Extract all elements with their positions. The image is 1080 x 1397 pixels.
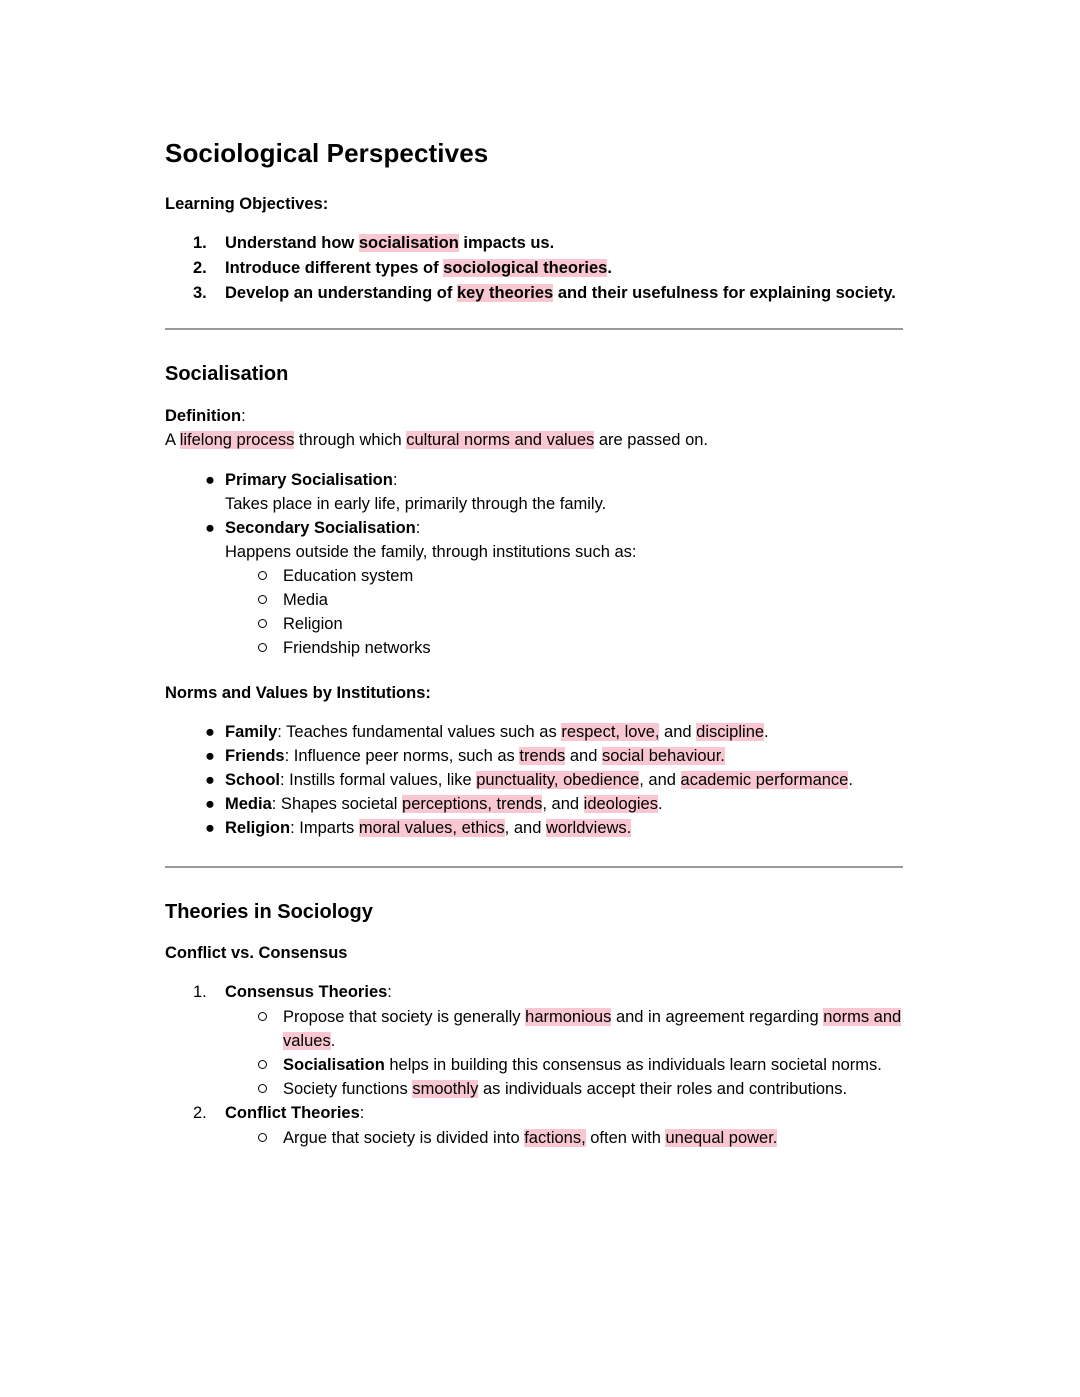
list-number: 2. [193,259,207,277]
term-colon: : [392,471,398,489]
socialisation-type-term [225,519,420,537]
norms-values-colon: : [425,684,431,702]
norms-values-heading [165,682,913,704]
bullet-circle-icon [258,595,267,604]
institution-description [280,771,853,789]
highlighted-text: key theories [456,284,554,302]
bullet-disc-icon: ● [205,723,215,741]
text-run: as individuals accept their roles and contributions. [478,1080,848,1098]
list-item [165,816,913,840]
highlighted-text: social behaviour. [601,747,725,765]
text-run: A [165,431,180,449]
highlighted-text: harmonious [525,1008,612,1026]
spacer [165,964,913,980]
socialisation-type-term [225,471,397,489]
list-item [225,1053,913,1077]
text-run: . [657,795,663,813]
section-heading-theories: Theories in Sociology [165,901,373,923]
list-item-text [283,1008,901,1050]
spacer [165,330,913,360]
text-run: , and [542,795,584,813]
list-item-text: Education system [283,567,414,585]
list-item [165,256,913,281]
text-run: : Teaches fundamental values such as [277,723,562,741]
text-run: Argue that society is divided into [283,1129,525,1147]
socialisation-type-description: Takes place in early life, primarily through the family. [225,495,607,513]
list-item [165,768,913,792]
list-item [165,281,913,306]
list-item [165,720,913,744]
spacer [165,660,913,682]
learning-objectives-label: Learning Objectives: [165,195,329,213]
bullet-circle-icon [258,571,267,580]
highlighted-text: punctuality, obedience [476,771,640,789]
theories-list [165,980,913,1150]
text-run: impacts us. [458,234,555,252]
bullet-disc-icon: ● [205,819,215,837]
list-number: 1. [193,983,207,1001]
list-item [165,516,913,660]
institution-name: Media [225,795,272,813]
text-run: through which [294,431,407,449]
text-run: . [848,771,853,789]
highlighted-text: academic performance [680,771,849,789]
list-item [165,980,913,1101]
highlighted-text: factions, [524,1129,586,1147]
institution-name: Religion [225,819,291,837]
list-item [225,1077,913,1101]
bullet-disc-icon: ● [205,747,215,765]
highlighted-text: socialisation [358,234,459,252]
list-item-text [283,1056,882,1074]
bullet-circle-icon [258,643,267,652]
list-item-text: Religion [283,615,343,633]
socialisation-types-list [165,468,913,660]
list-item-text [225,284,896,302]
institution-description [290,819,631,837]
institution-name: Family [225,723,278,741]
text-run: : Influence peer norms, such as [284,747,520,765]
page-title: Sociological Perspectives [165,138,489,168]
spacer [165,868,913,898]
text-run: Society functions [283,1080,413,1098]
list-item [165,468,913,516]
term-label: Primary Socialisation [225,471,393,489]
institution-description [285,747,725,765]
text-run: : Imparts [290,819,359,837]
list-number: 2. [193,1104,207,1122]
term-label: Secondary Socialisation [225,519,416,537]
highlighted-text: moral values, ethics [358,819,505,837]
spacer [165,926,913,942]
bullet-circle-icon [258,1012,267,1021]
list-item-text [283,1080,847,1098]
highlighted-text: sociological theories [443,259,608,277]
theory-name: Consensus Theories [225,983,388,1001]
bullet-disc-icon: ● [205,771,215,789]
institution-name: School [225,771,281,789]
text-run: : Shapes societal [271,795,403,813]
list-item [225,1005,913,1053]
list-item-text: Friendship networks [283,639,431,657]
text-run: and [565,747,602,765]
list-item-text [225,259,612,277]
text-run: helps in building this consensus as individuals learn societal norms. [384,1056,882,1074]
term-colon: : [415,519,421,537]
norms-values-heading-text: Norms and Values by Institutions [165,684,426,702]
text-run: Develop an understanding of [225,284,457,302]
highlighted-text: unequal power. [665,1129,778,1147]
theory-points-list [225,1005,913,1101]
theory-points-list [225,1126,913,1150]
definition-label: Definition [165,407,242,425]
institution-sublist [225,564,913,660]
text-run: , and [639,771,681,789]
spacer [165,306,913,328]
bullet-circle-icon [258,619,267,628]
text-run: : Instills formal values, like [280,771,477,789]
theories-subheading: Conflict vs. Consensus [165,944,348,962]
text-run: Propose that society is generally [283,1008,526,1026]
socialisation-type-description: Happens outside the family, through institutions such as: [225,543,637,561]
definition-text [165,428,913,452]
theory-name: Conflict Theories [225,1104,360,1122]
list-item [225,612,913,636]
highlighted-text: perceptions, trends [402,795,543,813]
text-run: Understand how [225,234,359,252]
theory-colon: : [387,983,392,1001]
highlighted-text: lifelong process [179,431,295,449]
spacer [165,452,913,468]
spacer [165,840,913,866]
institution-description [277,723,768,741]
list-item-text: Media [283,591,328,609]
highlighted-text: worldviews. [545,819,632,837]
text-run: , and [504,819,546,837]
bullet-disc-icon: ● [205,795,215,813]
institution-description [272,795,663,813]
section-heading-socialisation: Socialisation [165,363,289,385]
text-run: Introduce different types of [225,259,444,277]
theory-colon: : [359,1104,365,1122]
text-run: are passed on. [594,431,709,449]
list-item [165,231,913,256]
highlighted-text: ideologies [583,795,658,813]
text-run: . [607,259,612,277]
definition-label-line [165,404,913,428]
spacer [165,704,913,720]
text-run: and in agreement regarding [611,1008,824,1026]
text-run: Socialisation [283,1056,385,1074]
institution-name: Friends [225,747,285,765]
list-item [225,588,913,612]
bullet-disc-icon: ● [205,471,215,489]
text-run: and [659,723,697,741]
text-run: often with [585,1129,666,1147]
bullet-circle-icon [258,1060,267,1069]
list-item [165,744,913,768]
spacer [165,388,913,404]
institutions-list [165,720,913,840]
learning-objectives-list [165,231,913,306]
list-item [165,1101,913,1150]
definition-colon: : [241,407,246,425]
list-item-text [283,1129,777,1147]
text-run: . [330,1032,336,1050]
list-item [225,636,913,660]
highlighted-text: discipline [696,723,765,741]
bullet-circle-icon [258,1133,267,1142]
list-item [225,1126,913,1150]
spacer [165,215,913,231]
bullet-disc-icon: ● [205,519,215,537]
highlighted-text: norms and values [283,1008,902,1050]
text-run: and their usefulness for explaining society. [553,284,896,302]
highlighted-text: respect, love, [561,723,660,741]
list-item [165,792,913,816]
text-run: . [764,723,769,741]
highlighted-text: cultural norms and values [406,431,595,449]
document-content [165,136,913,1150]
bullet-circle-icon [258,1084,267,1093]
highlighted-text: trends [519,747,566,765]
list-number: 3. [193,284,207,302]
list-number: 1. [193,234,207,252]
list-item-text [225,234,554,252]
highlighted-text: smoothly [412,1080,479,1098]
list-item [225,564,913,588]
